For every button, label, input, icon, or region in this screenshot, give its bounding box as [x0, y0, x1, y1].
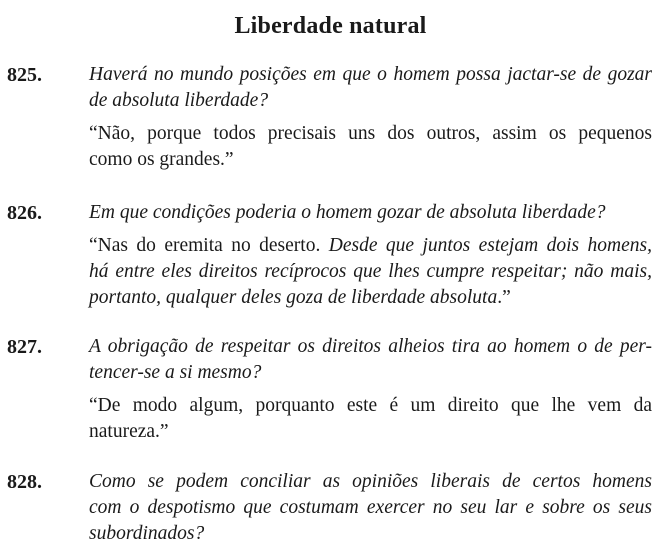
answer-line: “De modo algum, porquanto este é um direito que lhe vem da [89, 395, 652, 416]
answer-emphasis: Desde que juntos estejam dois homens, [328, 235, 652, 256]
question-line: Como se podem conciliar as opiniões liberais de certos homens [89, 471, 652, 492]
question-text [89, 200, 652, 226]
question-line: A obrigação de respeitar os direitos alheios tira ao homem o de per- [89, 336, 652, 357]
question-line: com o despotismo que costumam exercer no seu lar e sobre os seus [89, 497, 652, 518]
question-number: 825. [7, 64, 42, 86]
answer-emphasis: portanto, qualquer deles goza de liberdade absoluta [89, 287, 498, 308]
question-number: 828. [7, 471, 42, 493]
question-line: Haverá no mundo posições em que o homem possa jactar-se de gozar [89, 64, 652, 85]
answer-line: como os grandes.” [89, 149, 234, 170]
question-body [89, 469, 652, 547]
question-body [89, 334, 652, 445]
question-line: subordinados? [89, 523, 205, 544]
question-number: 826. [7, 202, 42, 224]
question-body [89, 62, 652, 173]
answer-plain: “Nas do eremita no deserto. [89, 235, 329, 256]
question-line: Em que condições poderia o homem gozar de absoluta liberdade? [89, 202, 606, 223]
answer-line [89, 285, 652, 311]
answer-line: “Não, porque todos precisais uns dos outros, assim os pequenos [89, 123, 652, 144]
question-body [89, 200, 652, 311]
question-text [89, 62, 652, 114]
answer-line [89, 233, 652, 259]
answer-line: natureza.” [89, 421, 169, 442]
answer-plain: .” [497, 287, 511, 308]
question-number: 827. [7, 336, 42, 358]
answer-line: há entre eles direitos recíprocos que lhes cumpre respeitar; não mais, [89, 261, 652, 282]
question-text [89, 469, 652, 547]
question-line: tencer-se a si mesmo? [89, 362, 262, 383]
answer-text [89, 121, 652, 173]
question-line: de absoluta liberdade? [89, 90, 269, 111]
page-title: Liberdade natural [234, 13, 427, 39]
answer-text [89, 393, 652, 445]
answer-text [89, 233, 652, 311]
question-text [89, 334, 652, 386]
